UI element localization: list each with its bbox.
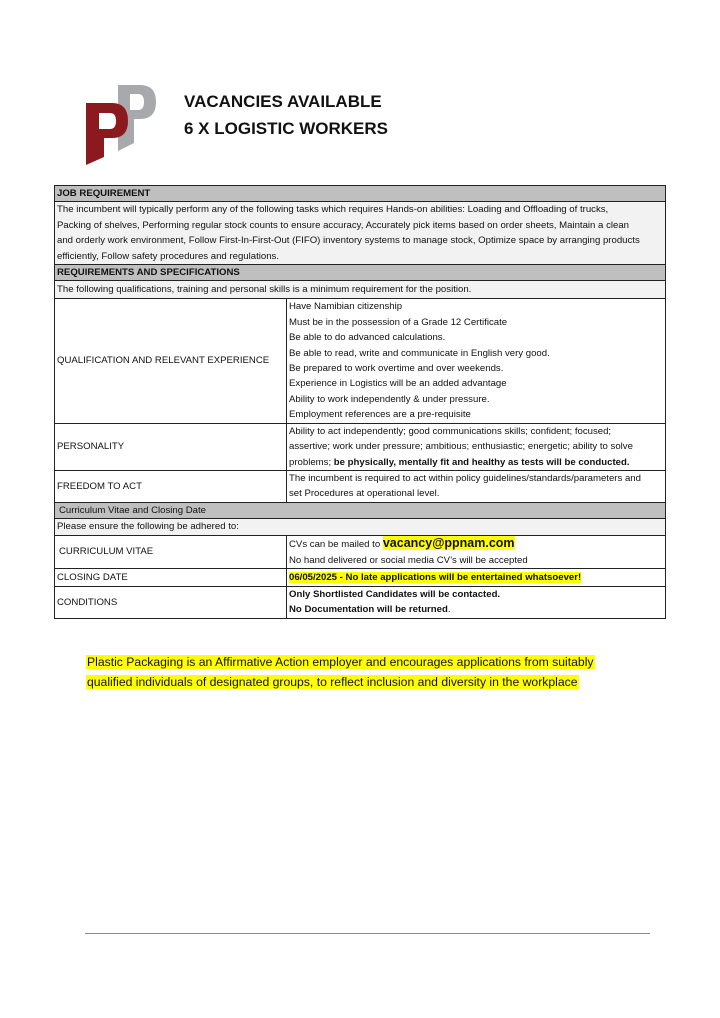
job-requirement-header-row [55, 186, 666, 202]
conditions-line [289, 602, 663, 617]
personality-line: assertive; work under pressure; ambitious; enthusiastic; energetic; ability to solve [289, 441, 633, 453]
equal-opportunity-statement [86, 652, 646, 692]
freedom-row [55, 470, 666, 502]
conditions-row [55, 586, 666, 618]
policy-line: Plastic Packaging is an Affirmative Action employer and encourages applications from suitably [87, 655, 594, 669]
cv-note: No hand delivered or social media CV’s will be accepted [289, 554, 528, 566]
title-block [184, 88, 388, 142]
cv-section-intro: Please ensure the following be adhered to: [55, 519, 666, 536]
qualification-item: Ability to work independently & under pressure. [289, 393, 490, 405]
page-title: VACANCIES AVAILABLE [184, 92, 382, 111]
qualification-item: Be able to do advanced calculations. [289, 332, 446, 344]
page-subtitle: 6 X LOGISTIC WORKERS [184, 119, 389, 138]
personality-label: PERSONALITY [55, 423, 287, 470]
cv-instruction [289, 536, 663, 552]
requirements-intro: The following qualifications, training and personal skills is a minimum requirement for the position. [55, 281, 666, 299]
cv-intro-row [55, 519, 666, 536]
closing-date-row [55, 568, 666, 586]
freedom-label: FREEDOM TO ACT [55, 470, 287, 502]
closing-date-label: CLOSING DATE [55, 568, 287, 586]
cv-label: CURRICULUM VITAE [55, 536, 287, 569]
closing-date-value: 06/05/2025 - No late applications will be entertained whatsoever! [289, 571, 582, 583]
qualification-row [55, 299, 666, 423]
conditions-line-emphasis: No Documentation will be returned [289, 604, 448, 616]
conditions-text [287, 586, 666, 618]
personality-row [55, 423, 666, 470]
policy-line: qualified individuals of designated groups, to reflect inclusion and diversity in the workplace [87, 675, 578, 689]
personality-line-start: problems; [289, 456, 334, 468]
personality-line [289, 455, 663, 470]
job-requirement-heading: JOB REQUIREMENT [55, 186, 666, 202]
pp-logo-icon [84, 85, 158, 165]
cv-section-heading: Curriculum Vitae and Closing Date [55, 502, 666, 518]
freedom-line: set Procedures at operational level. [289, 488, 440, 500]
footer-divider [85, 933, 650, 934]
qualification-item: Be able to read, write and communicate in English very good. [289, 347, 550, 359]
qualification-list [287, 299, 666, 423]
personality-line: Ability to act independently; good communications skills; confident; focused; [289, 425, 612, 437]
qualification-item: Be prepared to work overtime and over weekends. [289, 363, 504, 375]
freedom-line: The incumbent is required to act within policy guidelines/standards/parameters and [289, 472, 641, 484]
freedom-text [287, 470, 666, 502]
job-requirement-line: The incumbent will typically perform any of the following tasks which requires Hands-on abilities: Loading and Offloading of trucks, [57, 204, 609, 216]
job-requirement-line: efficiently, Follow safety procedures and regulations. [57, 250, 280, 262]
personality-text [287, 423, 666, 470]
cv-row [55, 536, 666, 569]
job-requirement-row [55, 202, 666, 265]
closing-date-cell [287, 568, 666, 586]
conditions-label: CONDITIONS [55, 586, 287, 618]
personality-line-emphasis: be physically, mentally fit and healthy as tests will be conducted. [333, 456, 630, 468]
requirements-table [54, 185, 666, 619]
conditions-line-end: . [447, 604, 451, 616]
qualification-label: QUALIFICATION AND RELEVANT EXPERIENCE [55, 299, 287, 423]
cv-instruction-text: CVs can be mailed to [289, 539, 383, 551]
job-requirement-text [55, 202, 666, 265]
requirements-header-row [55, 265, 666, 281]
job-requirement-line: and orderly work environment, Follow First-In-First-Out (FIFO) inventory systems to manage stock, Optimize space by arranging products [57, 235, 640, 247]
cv-details [287, 536, 666, 569]
requirements-heading: REQUIREMENTS AND SPECIFICATIONS [55, 265, 666, 281]
job-requirement-line: Packing of shelves, Performing regular stock counts to ensure accuracy, Accurately pick items based on order sheets, Maintain a clean [57, 219, 629, 231]
cv-email-link[interactable]: vacancy@ppnam.com [382, 536, 515, 551]
cv-header-row [55, 502, 666, 518]
qualification-item: Have Namibian citizenship [289, 301, 403, 313]
qualification-item: Employment references are a pre-requisite [289, 409, 471, 421]
qualification-item: Experience in Logistics will be an added advantage [289, 378, 507, 390]
requirements-intro-row [55, 281, 666, 299]
conditions-line: Only Shortlisted Candidates will be contacted. [289, 588, 501, 600]
qualification-item: Must be in the possession of a Grade 12 Certificate [289, 316, 508, 328]
